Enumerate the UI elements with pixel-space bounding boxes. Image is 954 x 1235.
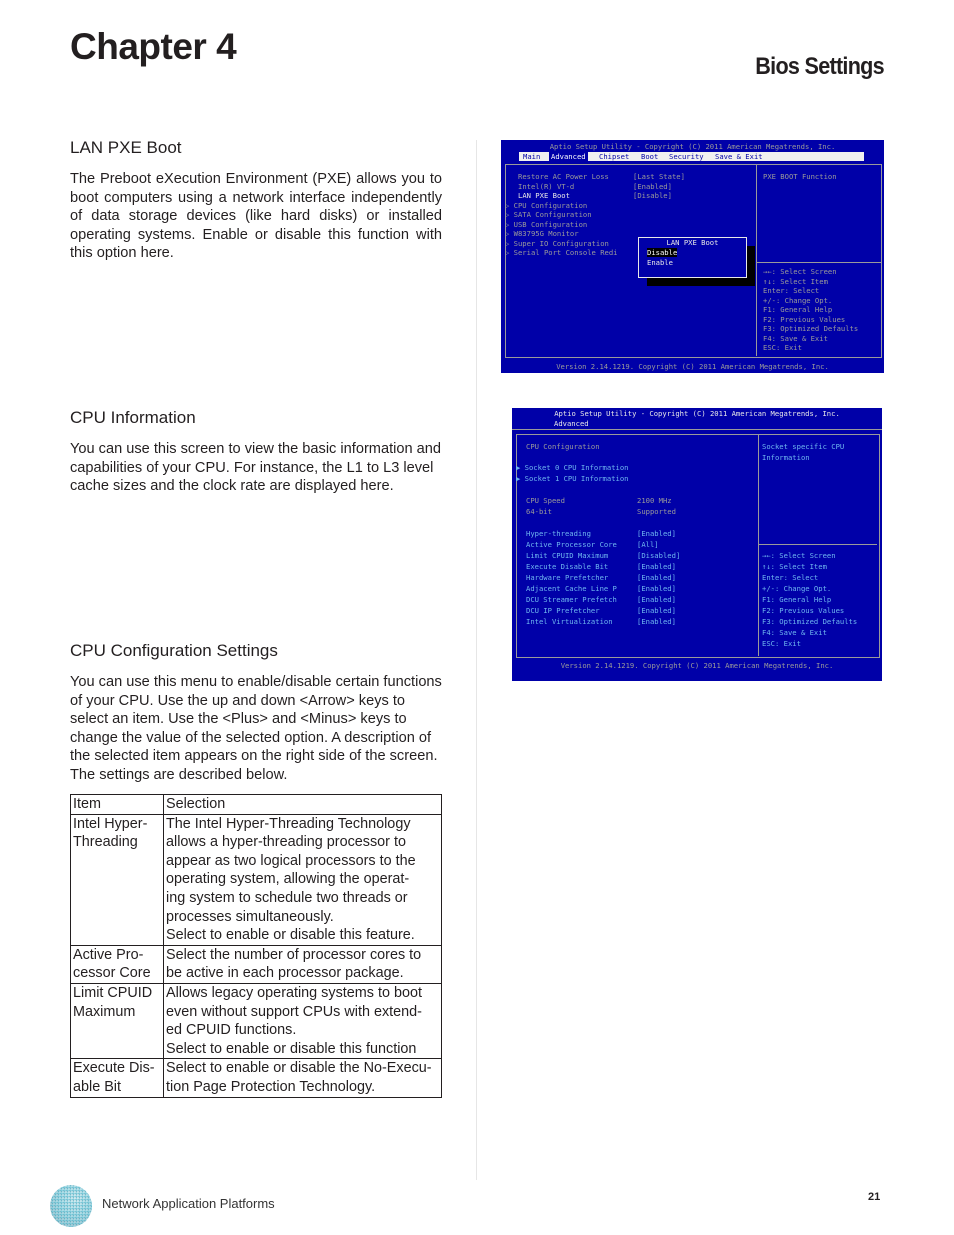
bios-screenshot-cpu-config xyxy=(512,408,882,681)
selection-line: be active in each processor package. xyxy=(166,965,404,982)
bios-option-value[interactable]: [Enabled] xyxy=(637,595,676,604)
table-header-item: Item xyxy=(71,795,164,815)
bios-key-hint: +/-: Change Opt. xyxy=(762,584,832,593)
footer-text: Network Application Platforms xyxy=(102,1196,275,1211)
cpu-config-heading: CPU Configuration Settings xyxy=(70,641,278,660)
bios-help-separator xyxy=(757,262,881,263)
selection-line: appear as two logical processors to the xyxy=(166,852,416,869)
item-cell xyxy=(71,814,164,945)
bios-submenu-link[interactable]: ▷ Super IO Configuration xyxy=(505,238,609,248)
selection-line: allows a hyper-threading processor to xyxy=(166,834,406,851)
bios-title: Aptio Setup Utility - Copyright (C) 2011 American Megatrends, Inc. xyxy=(549,142,836,151)
cpu-info-text: You can use this screen to view the basic information and capabilities of your CPU. For instance, the L1 to L3 level cache sizes and the clock rate are displayed here. xyxy=(70,441,442,495)
bios-popup-option-selected[interactable]: Disable xyxy=(647,248,678,257)
table-header-row xyxy=(71,795,442,815)
bios-option-label[interactable]: DCU IP Prefetcher xyxy=(526,606,600,615)
item-line: Intel Hyper- xyxy=(73,815,148,832)
bios-popup xyxy=(638,237,747,278)
bios-menu-main: Main xyxy=(523,152,541,161)
bios-key-hint: ESC: Exit xyxy=(762,639,801,648)
selection-line: The Intel Hyper-Threading Technology xyxy=(166,815,411,832)
selection-line: Select to enable or disable this feature. xyxy=(166,927,415,944)
bios-option-value[interactable]: [Enabled] xyxy=(637,573,676,582)
bios-version: Version 2.14.1219. Copyright (C) 2011 American Megatrends, Inc. xyxy=(560,661,834,670)
cpu-config-text: You can use this menu to enable/disable certain functions of your CPU. Use the up and down <Arrow> keys to select an item. Use the <Plus> and <Minus> keys to change the value of the selected option. A description of the selected item appears on the right side of the screen. The settings are described below. xyxy=(70,674,442,783)
bios-option-value[interactable]: [Enabled] xyxy=(637,617,676,626)
section-title: Bios Settings xyxy=(755,53,884,80)
item-line: cessor Core xyxy=(73,965,151,982)
bios-key-hint: F2: Previous Values xyxy=(762,606,845,615)
bios-help-text: Socket specific CPU xyxy=(762,442,845,451)
bios-menu-advanced: Advanced xyxy=(551,152,586,161)
selection-line: tion Page Protection Technology. xyxy=(166,1078,376,1095)
company-logo-icon xyxy=(48,1183,94,1229)
bios-popup-title: LAN PXE Boot xyxy=(666,238,719,247)
table-header-selection: Selection xyxy=(164,795,442,815)
item-line: Active Pro- xyxy=(73,946,144,963)
selection-line: even without support CPUs with extend- xyxy=(166,1003,422,1020)
bios-tab-advanced[interactable]: Advanced xyxy=(554,419,589,428)
bios-option-label[interactable]: Execute Disable Bit xyxy=(526,562,609,571)
bios-version: Version 2.14.1219. Copyright (C) 2011 American Megatrends, Inc. xyxy=(556,362,829,371)
bios-info-value: 2100 MHz xyxy=(637,496,672,505)
cpu-info-heading: CPU Information xyxy=(70,408,196,427)
bios-submenu-link[interactable]: ▷ W83795G Monitor xyxy=(505,229,579,238)
bios-option-label[interactable]: Hyper-threading xyxy=(526,529,591,538)
bios-key-hint: ESC: Exit xyxy=(763,343,802,352)
bios-menu-chipset: Chipset xyxy=(599,152,630,161)
item-cell xyxy=(71,983,164,1058)
bios-info-value: Supported xyxy=(637,507,676,516)
bios-key-hint: ↑↓: Select Item xyxy=(762,562,827,571)
bios-screenshot-lan-pxe xyxy=(501,140,884,373)
bios-menu-save-exit: Save & Exit xyxy=(715,152,763,161)
bios-help-divider xyxy=(756,164,757,356)
bios-option-label[interactable]: Intel(R) VT-d xyxy=(518,181,575,191)
bios-option-value[interactable]: [Disable] xyxy=(633,191,672,200)
item-line: Execute Dis- xyxy=(73,1060,155,1077)
bios-menu-boot: Boot xyxy=(641,152,659,161)
bios-option-value[interactable]: [Enabled] xyxy=(637,606,676,615)
lan-pxe-text: The Preboot eXecution Environment (PXE) allows you to boot computers using a network interface independently of data storage devices (like hard disks) or installed operating systems. Enable or disable this function with this option here. xyxy=(70,171,442,262)
bios-option-value[interactable]: [Enabled] xyxy=(633,181,672,191)
item-cell xyxy=(71,945,164,983)
bios-key-hint: F1: General Help xyxy=(762,595,832,604)
bios-key-hint: Enter: Select xyxy=(763,286,820,295)
bios-popup-option[interactable]: Enable xyxy=(647,257,673,267)
bios-key-hint: →←: Select Screen xyxy=(763,267,837,276)
bios-submenu-link[interactable]: ▶ Socket 1 CPU Information xyxy=(516,474,629,483)
bios-title: Aptio Setup Utility - Copyright (C) 2011 American Megatrends, Inc. xyxy=(554,409,840,418)
bios-option-label[interactable]: Limit CPUID Maximum xyxy=(526,551,609,560)
bios-help-separator xyxy=(759,544,877,545)
bios-option-value[interactable]: [Enabled] xyxy=(637,584,676,593)
bios-submenu-link[interactable]: ▷ SATA Configuration xyxy=(505,210,592,219)
selection-cell xyxy=(164,814,442,945)
item-line: Limit CPUID xyxy=(73,984,153,1001)
bios-key-hint: F1: General Help xyxy=(763,305,833,314)
selection-line: operating system, allowing the operat- xyxy=(166,871,410,888)
bios-option-value[interactable]: [Enabled] xyxy=(637,562,676,571)
bios-option-label[interactable]: Hardware Prefetcher xyxy=(526,573,609,582)
table-row xyxy=(71,983,442,1058)
bios-option-label[interactable]: DCU Streamer Prefetch xyxy=(526,595,617,604)
bios-help-text: PXE BOOT Function xyxy=(763,172,837,181)
item-line: Maximum xyxy=(73,1003,136,1020)
bios-key-hint: F3: Optimized Defaults xyxy=(763,324,859,333)
selection-line: Select the number of processor cores to xyxy=(166,946,422,963)
column-divider xyxy=(476,140,477,1180)
bios-option-value[interactable]: [Enabled] xyxy=(637,529,676,538)
chapter-title: Chapter 4 xyxy=(70,26,237,67)
bios-info-label: 64-bit xyxy=(526,507,552,516)
bios-option-label-selected[interactable]: LAN PXE Boot xyxy=(518,191,570,200)
settings-table xyxy=(70,794,442,1098)
selection-line: ed CPUID functions. xyxy=(166,1022,297,1039)
bios-option-value[interactable]: [Disabled] xyxy=(637,551,681,560)
bios-submenu-link[interactable]: ▷ USB Configuration xyxy=(505,219,588,229)
bios-menu-bar xyxy=(519,152,864,161)
bios-submenu-link[interactable]: ▶ Socket 0 CPU Information xyxy=(516,463,629,472)
bios-option-label[interactable]: Active Processor Core xyxy=(526,540,617,549)
bios-info-label: CPU Speed xyxy=(526,496,565,505)
bios-key-hint: →←: Select Screen xyxy=(762,551,836,560)
item-line: Threading xyxy=(73,834,138,851)
bios-key-hint: F2: Previous Values xyxy=(763,314,846,324)
bios-option-label[interactable]: Intel Virtualization xyxy=(526,617,613,626)
bios-option-label[interactable]: Restore AC Power Loss xyxy=(518,172,609,181)
bios-help-divider xyxy=(758,434,759,656)
table-row xyxy=(71,1059,442,1097)
bios-help-text: Information xyxy=(762,453,810,462)
bios-submenu-link[interactable]: ▷ CPU Configuration xyxy=(505,200,588,210)
bios-option-value[interactable]: [Last State] xyxy=(633,172,685,181)
selection-line: processes simultaneously. xyxy=(166,908,334,925)
bios-section-heading: CPU Configuration xyxy=(526,442,600,451)
bios-option-label[interactable]: Adjacent Cache Line P xyxy=(526,584,617,593)
selection-cell xyxy=(164,983,442,1058)
selection-line: ing system to schedule two threads or xyxy=(166,889,408,906)
bios-key-hint: Enter: Select xyxy=(762,573,819,582)
selection-line: Select to enable or disable the No-Execu- xyxy=(166,1060,432,1077)
table-row xyxy=(71,945,442,983)
bios-menu-security: Security xyxy=(669,152,704,161)
selection-cell xyxy=(164,945,442,983)
bios-key-hint: +/-: Change Opt. xyxy=(763,295,833,305)
bios-submenu-link[interactable]: ▷ Serial Port Console Redi xyxy=(505,248,618,257)
bios-key-hint: ↑↓: Select Item xyxy=(763,276,828,286)
page-number: 21 xyxy=(868,1191,881,1203)
table-row xyxy=(71,814,442,945)
selection-line: Select to enable or disable this function xyxy=(166,1040,417,1057)
lan-pxe-heading: LAN PXE Boot xyxy=(70,138,182,157)
bios-key-hint: F4: Save & Exit xyxy=(763,333,828,343)
bios-option-value[interactable]: [All] xyxy=(637,540,659,549)
bios-key-hint: F4: Save & Exit xyxy=(762,628,827,637)
item-line: able Bit xyxy=(73,1078,121,1095)
item-cell xyxy=(71,1059,164,1097)
selection-cell xyxy=(164,1059,442,1097)
selection-line: Allows legacy operating systems to boot xyxy=(166,984,422,1001)
bios-key-hint: F3: Optimized Defaults xyxy=(762,617,858,626)
